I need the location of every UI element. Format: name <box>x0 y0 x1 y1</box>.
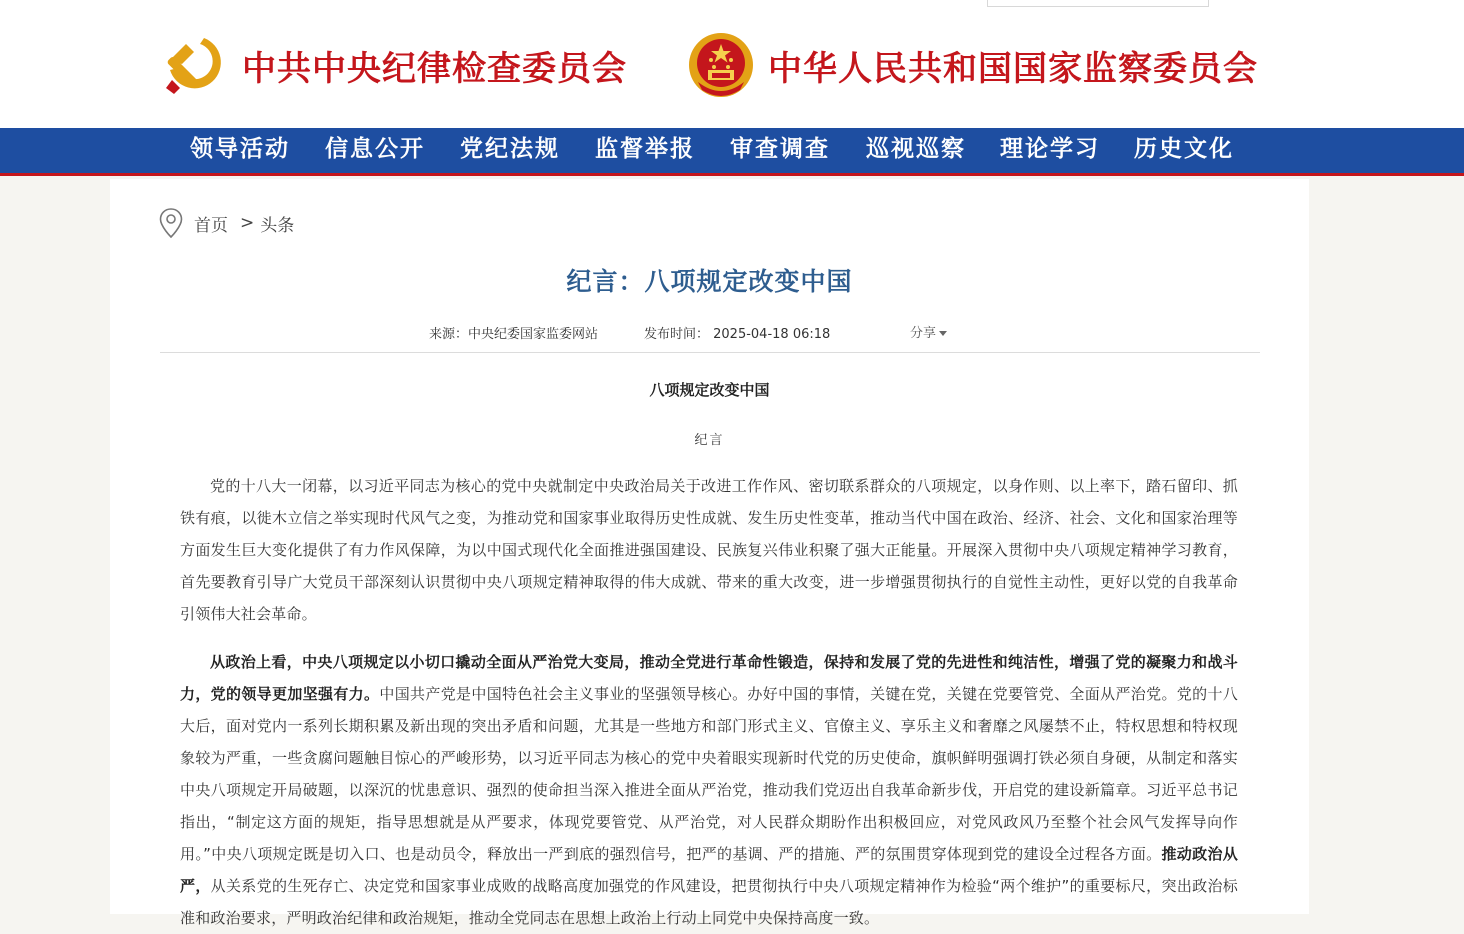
article-byline: 纪言 <box>694 433 725 448</box>
nav-item-inspection[interactable]: 巡视巡察 <box>866 135 966 162</box>
location-pin-icon <box>158 207 184 239</box>
article-publish-time: 发布时间： 2025-04-18 06:18 <box>644 327 831 342</box>
paragraph-2-lead: 从政治上看，中央八项规定以小切口撬动全面从严治党大变局，推动全党进行革命性锻造，保持和发展了党的先进性和纯洁性，增强了党的凝聚力和战斗力，党的领导更加坚强有力。 <box>180 653 1238 703</box>
paragraph-2-emphasis: 推动政治从严， <box>180 845 1238 895</box>
article-source: 来源：中央纪委国家监委网站 <box>429 327 599 342</box>
article-paragraph-1: 党的十八大一闭幕，以习近平同志为核心的党中央就制定中央政治局关于改进工作作风、密切联系群众的八项规定，以身作则、以上率下，踏石留印、抓铁有痕，以徙木立信之举实现时代风气之变，为推动党和国家事业取得历史性成就、发生历史性变革，推动当代中国在政治、经济、社会、文化和国家治理等方面发生巨大变化提供了有力作风保障，为以中国式现代化全面推进强国建设、民族复兴伟业积聚了强大正能量。开展深入贯彻中央八项规定精神学习教育，首先要教育引导广大党员干部深刻认识贯彻中央八项规定精神取得的伟大成就、带来的重大改变，进一步增强贯彻执行的自觉性主动性，更好以党的自我革命引领伟大社会革命。 <box>180 477 1238 623</box>
breadcrumb <box>158 207 294 239</box>
article-paragraph-2 <box>180 646 1238 934</box>
party-emblem-icon <box>160 30 230 100</box>
share-button[interactable] <box>910 322 947 341</box>
paragraph-2-body-1: 中国共产党是中国特色社会主义事业的坚强领导核心。办好中国的事情，关键在党，关键在党要管党、全面从严治党。党的十八大后，面对党内一系列长期积累及新出现的突出矛盾和问题，尤其是一些地方和部门形式主义、官僚主义、享乐主义和奢靡之风屡禁不止，特权思想和特权现象较为严重，一些贪腐问题触目惊心的严峻形势，以习近平同志为核心的党中央着眼实现新时代党的历史使命，旗帜鲜明强调打铁必须自身硬，从制定和落实中央八项规定开局破题，以深沉的忧患意识、强烈的使命担当深入推进全面从严治党，推动我们党迈出自我革命新步伐，开启党的建设新篇章。习近平总书记指出，“制定这方面的规矩，指导思想就是从严要求，体现党要管党、从严治党，对人民群众期盼作出积极回应，对党风政风乃至整个社会风气发挥导向作用。”中央八项规定既是切入口、也是动员令，释放出一严到底的强烈信号，把严的基调、严的措施、严的氛围贯穿体现到党的建设全过程各方面。 <box>180 685 1238 863</box>
ccdi-title: 中共中央纪律检查委员会 <box>242 48 627 89</box>
paragraph-2-body-2: 从关系党的生死存亡、决定党和国家事业成败的战略高度加强党的作风建设，把贯彻执行中央八项规定精神作为检验“两个维护”的重要标尺，突出政治标准和政治要求，严明政治纪律和政治规矩，推动全党同志在思想上政治上行动上同党中央保持高度一致。 <box>180 877 1238 927</box>
nav-item-investigation[interactable]: 审查调查 <box>730 135 830 162</box>
main-nav <box>0 128 1464 176</box>
national-emblem-icon <box>686 30 756 100</box>
divider <box>160 352 1260 353</box>
nav-item-theory[interactable]: 理论学习 <box>1000 135 1100 162</box>
chevron-down-icon <box>939 331 947 336</box>
nav-item-info-disclosure[interactable]: 信息公开 <box>325 135 425 162</box>
nav-item-leadership[interactable]: 领导活动 <box>190 135 290 162</box>
nav-item-report[interactable]: 监督举报 <box>595 135 695 162</box>
breadcrumb-separator: > <box>240 213 255 233</box>
nav-item-regulations[interactable]: 党纪法规 <box>460 135 560 162</box>
article-subtitle: 八项规定改变中国 <box>649 381 770 399</box>
site-header <box>0 0 1464 128</box>
brand-ccdi[interactable] <box>160 30 627 100</box>
nsc-title: 中华人民共和国国家监察委员会 <box>768 48 1258 89</box>
nav-item-history[interactable]: 历史文化 <box>1134 135 1234 162</box>
page-title: 纪言：八项规定改变中国 <box>566 267 853 296</box>
brand-nsc[interactable] <box>686 30 1258 100</box>
article-container <box>110 179 1309 927</box>
share-label: 分享 <box>910 326 937 341</box>
breadcrumb-current[interactable]: 头条 <box>260 215 295 236</box>
breadcrumb-home[interactable]: 首页 <box>194 215 228 236</box>
search-box[interactable] <box>987 0 1209 7</box>
